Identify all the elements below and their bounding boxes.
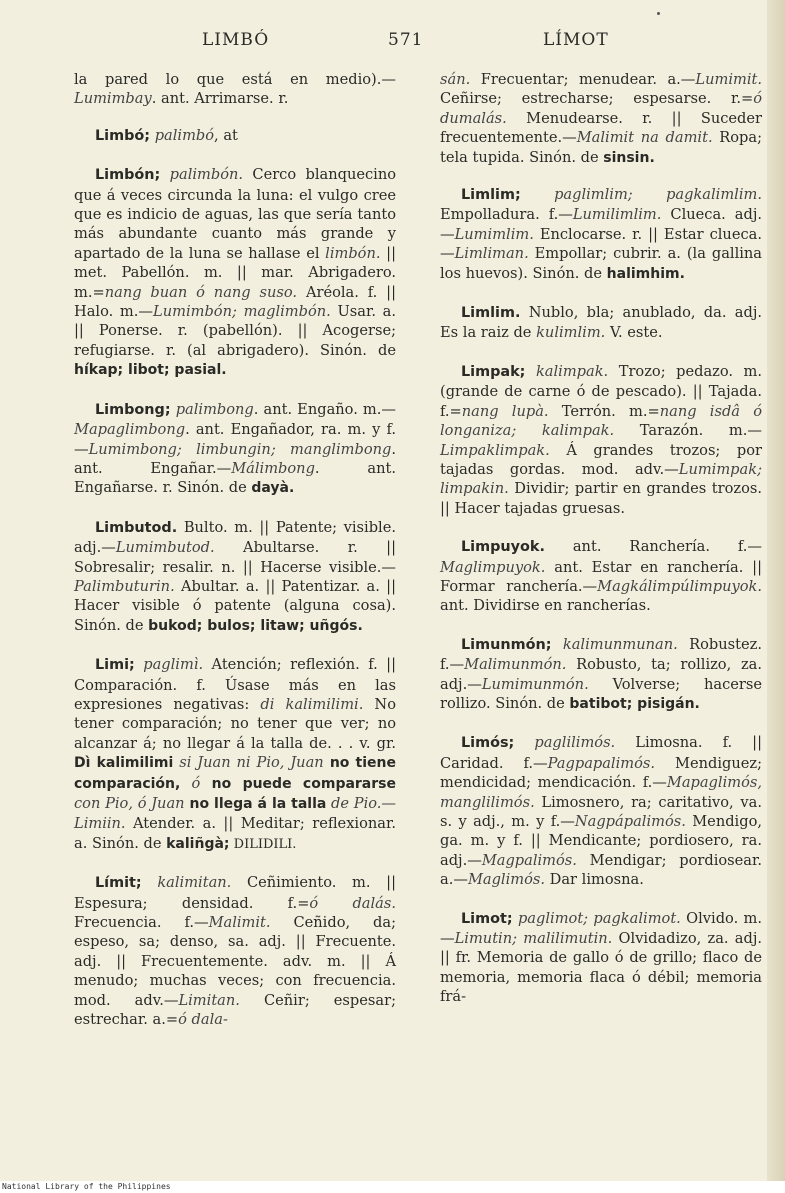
- headword: Límit;: [95, 875, 142, 892]
- ink-speck: [657, 12, 660, 15]
- headword: Limlim.: [461, 305, 521, 322]
- headword: Limbón;: [95, 167, 161, 184]
- entry-limbo: Limbó; palimbó, at: [95, 126, 238, 144]
- headword: Limunmón;: [461, 636, 552, 653]
- entry-limit: Límit; kalimitan. Ceñimiento. m. || Espesura; densidad. f.=ó dalás. Frecuencia. f.—Malimit. Ceñido, da; espeso, sa; denso, sa. adj. || Frecuente. adj. || Frecuentemente. adv. m. || Á menudo; muchas veces; con frecuencia. mod. adv.—Limitan. Ceñir; espesar; estrechar. a.=ó dala-: [74, 874, 397, 1029]
- entry-limot: Limot; paglimot; pagkalimot. Olvido. m.—Limutin; malilimutin. Olvidadizo, za. adj. || fr. Memoria de gallo ó de grillo; flaco de memoria, memoria flaca ó débil; memoria frá-: [440, 909, 763, 1006]
- headword: Limbong;: [95, 401, 171, 418]
- headword: Limlim;: [461, 187, 521, 204]
- right-column: [440, 70, 762, 1026]
- library-credit: National Library of the Philippines: [2, 1182, 171, 1191]
- headword: Limpak;: [461, 363, 526, 380]
- entry-limpuyok: Limpuyok. ant. Ranchería. f.—Maglimpuyok. ant. Estar en ranchería. || Formar ranchería.—Magkálimpúlimpuyok. ant. Dividirse en rancherías.: [440, 538, 762, 615]
- entry-limlim-2: Limlim. Nublo, bla; anublado, da. adj. Es la raiz de kulimlim. V. este.: [440, 304, 762, 342]
- header-right-guideword: LÍMOT: [543, 30, 609, 50]
- header-left-guideword: LIMBÓ: [202, 30, 270, 50]
- entry-limpak: Limpak; kalimpak. Trozo; pedazo. m. (grande de carne ó de pescado). || Tajada. f.=nang lupà. Terrón. m.=nang isdâ ó longaniza; kalimpak. Tarazón. m.—Limpaklimpak. Á grandes trozos; por tajadas gordas. mod. adv.—Lumimpak; limpakin. Dividir; partir en grandes trozos. || Hacer tajadas gruesas.: [440, 362, 763, 517]
- entry-limlim-1: Limlim; paglimlim; pagkalimlim. Empolladura. f.—Lumilimlim. Clueca. adj.—Lumimlim. Enclocarse. r. || Estar clueca.—Limliman. Empollar; cubrir. a. (la gallina los huevos). Sinón. de halimhim.: [440, 186, 762, 282]
- entry-continuation: sán. Frecuentar; menudear. a.—Lumimit. Ceñirse; estrecharse; espesarse. r.=ó dumalás. Menudearse. r. || Suceder frecuentemente.—Malimit na damit. Ropa; tela tupida. Sinón. de sinsin.: [440, 71, 763, 166]
- headword: Limpuyok.: [461, 539, 545, 556]
- headword: Limbó;: [95, 127, 151, 144]
- entry-continuation: la pared lo que está en medio).—Lumimbay. ant. Arrimarse. r.: [74, 71, 396, 108]
- entry-limbon: Limbón; palimbón. Cerco blanquecino que á veces circunda la luna: el vulgo cree que es indicio de aguas, las que sería tanto más abundante cuanto más grande y apartado de la luna se hallase el limbón. || met. Pabellón. m. || mar. Abrigadero. m.=nang buan ó nang suso. Aréola. f. || Halo. m.—Lumimbón; maglimbón. Usar. a. || Ponerse. r. (pabellón). || Acogerse; refugiarse. r. (al abrigadero). Sinón. de híkap; libot; pasial.: [74, 166, 397, 379]
- headword: Limbutod.: [95, 519, 178, 536]
- left-column: [74, 70, 396, 1048]
- entry-limos: Limós; paglilimós. Limosna. f. || Caridad. f.—Pagpapalimós. Mendiguez; mendicidad; mendicación. f.—Mapaglimós, manglilimós. Limosnero, ra; caritativo, va. s. y adj., m. y f.—Nagpápalimós. Mendigo, ga. m. y f. || Mendicante; pordiosero, ra. adj.—Magpalimós. Mendigar; pordiosear. a.—Maglimós. Dar limosna.: [440, 734, 762, 889]
- entry-limi: Limi; paglimì. Atención; reflexión. f. || Comparación. f. Úsase más en las expresiones negativas: di kalimilimi. No tener comparación; no tener que ver; no alcanzar á; no llegar á la talla de. . . v. gr. Dì kalimilimi si Juan ni Pio, Juan no tiene comparación, ó no puede compararse con Pio, ó Juan no llega á la talla de Pio.—Limiin. Atender. a. || Meditar; reflexionar. a. Sinón. de kaliñgà; DILIDILI.: [74, 656, 397, 852]
- running-header: [0, 30, 785, 54]
- headword: Limós;: [461, 735, 515, 752]
- page-edge: [767, 0, 785, 1193]
- page-number: 571: [388, 30, 424, 50]
- headword: Limot;: [461, 910, 513, 927]
- headword: Limi;: [95, 657, 135, 674]
- entry-limbong: Limbong; palimbong. ant. Engaño. m.—Mapaglimbong. ant. Engañador, ra. m. y f.—Lumimbong; limbungin; manglimbong. ant. Engañar.—Málimbong. ant. Engañarse. r. Sinón. de dayà.: [74, 400, 396, 497]
- entry-limunmon: Limunmón; kalimunmunan. Robustez. f.—Malimunmón. Robusto, ta; rollizo, za. adj.—Lumimunmón. Volverse; hacerse rollizo. Sinón. de batibot; pisigán.: [440, 635, 762, 712]
- entry-limbutod: Limbutod. Bulto. m. || Patente; visible. adj.—Lumimbutod. Abultarse. r. || Sobresalir; resalir. n. || Hacerse visible.—Palimbuturin. Abultar. a. || Patentizar. a. || Hacer visible ó patente (alguna cosa). Sinón. de bukod; bulos; litaw; uñgós.: [74, 518, 396, 634]
